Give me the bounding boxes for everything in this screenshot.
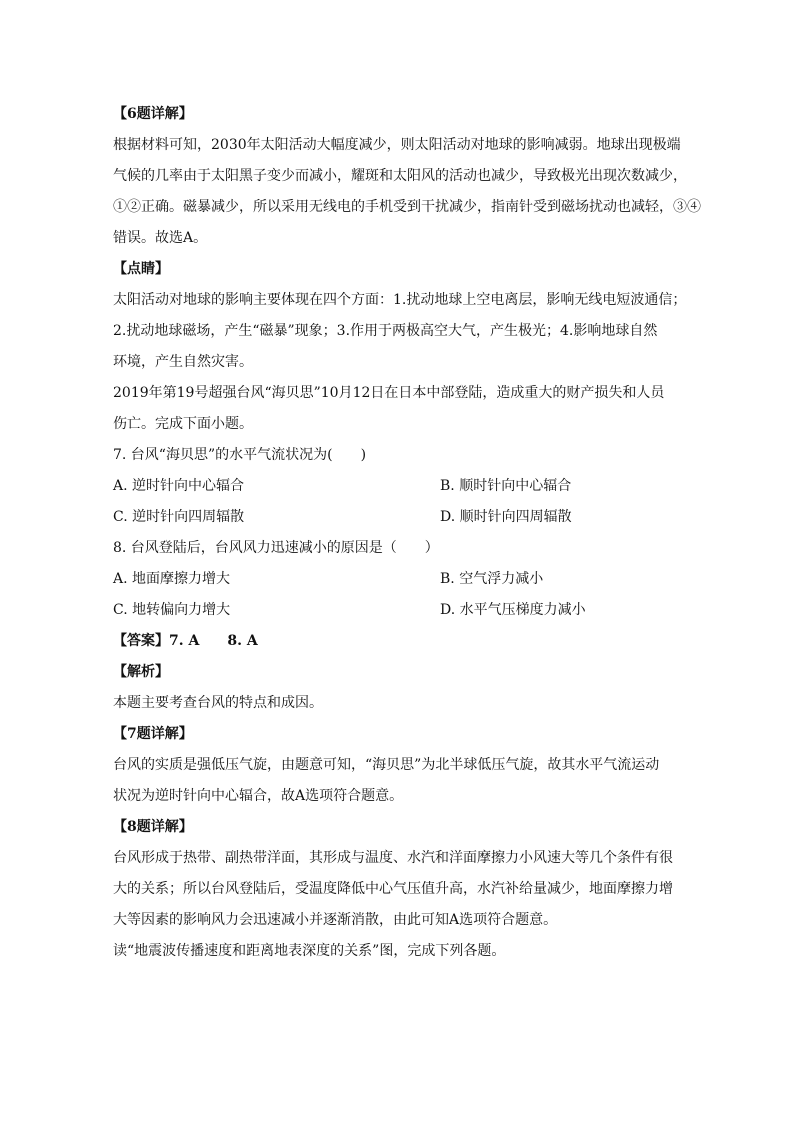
q8-option-c: C. 地转偏向力增大 [113,602,231,618]
q6-detail-heading: 【6题详解】 [113,106,193,122]
comment-heading: 【点睛】 [113,261,169,277]
q7-option-d: D. 顺时针向四周辐散 [440,509,572,525]
comment-line-3: 环境，产生自然灾害。 [113,354,253,370]
q6-detail-line-4: 错误。故选A。 [113,230,208,246]
answer-line: 【答案】7. A 8. A [113,633,258,649]
q7-stem: 7. 台风“海贝思”的水平气流状况为( ) [113,447,367,463]
q7-detail-line-1: 台风的实质是强低压气旋，由题意可知，“海贝思”为北半球低压气旋，故其水平气流运动 [113,757,660,773]
analysis-heading: 【解析】 [113,664,169,680]
q7-option-a: A. 逆时针向中心辐合 [113,478,245,494]
analysis-line: 本题主要考查台风的特点和成因。 [113,695,323,711]
q7-option-c: C. 逆时针向四周辐散 [113,509,245,525]
q6-detail-line-3: ①②正确。磁暴减少，所以采用无线电的手机受到干扰减少，指南针受到磁场扰动也减轻，③④ [113,199,701,215]
q7-detail-line-2: 状况为逆时针向中心辐合，故A选项符合题意。 [113,788,404,804]
material-line-1: 2019年第19号超强台风“海贝思”10月12日在日本中部登陆，造成重大的财产损失和人员 [113,385,665,401]
q7-option-b: B. 顺时针向中心辐合 [440,478,572,494]
comment-line-1: 太阳活动对地球的影响主要体现在四个方面：1.扰动地球上空电离层，影响无线电短波通信； [113,292,687,308]
next-intro-line: 读“地震波传播速度和距离地表深度的关系”图，完成下列各题。 [113,943,506,959]
q8-option-a: A. 地面摩擦力增大 [113,571,231,587]
q8-detail-heading: 【8题详解】 [113,819,193,835]
q6-detail-line-1: 根据材料可知，2030年太阳活动大幅度减少，则太阳活动对地球的影响减弱。地球出现极端 [113,137,681,153]
q8-stem: 8. 台风登陆后，台风风力迅速减小的原因是（ ） [113,540,439,556]
comment-line-2: 2.扰动地球磁场，产生“磁暴”现象；3.作用于两极高空大气，产生极光；4.影响地球自然 [113,323,658,339]
q8-detail-line-2: 大的关系；所以台风登陆后，受温度降低中心气压值升高，水汽补给量减少，地面摩擦力增 [113,881,673,897]
q8-option-d: D. 水平气压梯度力减小 [440,602,586,618]
q7-detail-heading: 【7题详解】 [113,726,193,742]
q8-option-b: B. 空气浮力减小 [440,571,544,587]
material-line-2: 伤亡。完成下面小题。 [113,416,253,432]
q8-detail-line-1: 台风形成于热带、副热带洋面，其形成与温度、水汽和洋面摩擦力小风速大等几个条件有很 [113,850,673,866]
q6-detail-line-2: 气候的几率由于太阳黑子变少而减小，耀斑和太阳风的活动也减少，导致极光出现次数减少， [113,168,687,184]
q8-detail-line-3: 大等因素的影响风力会迅速减小并逐渐消散，由此可知A选项符合题意。 [113,912,558,928]
